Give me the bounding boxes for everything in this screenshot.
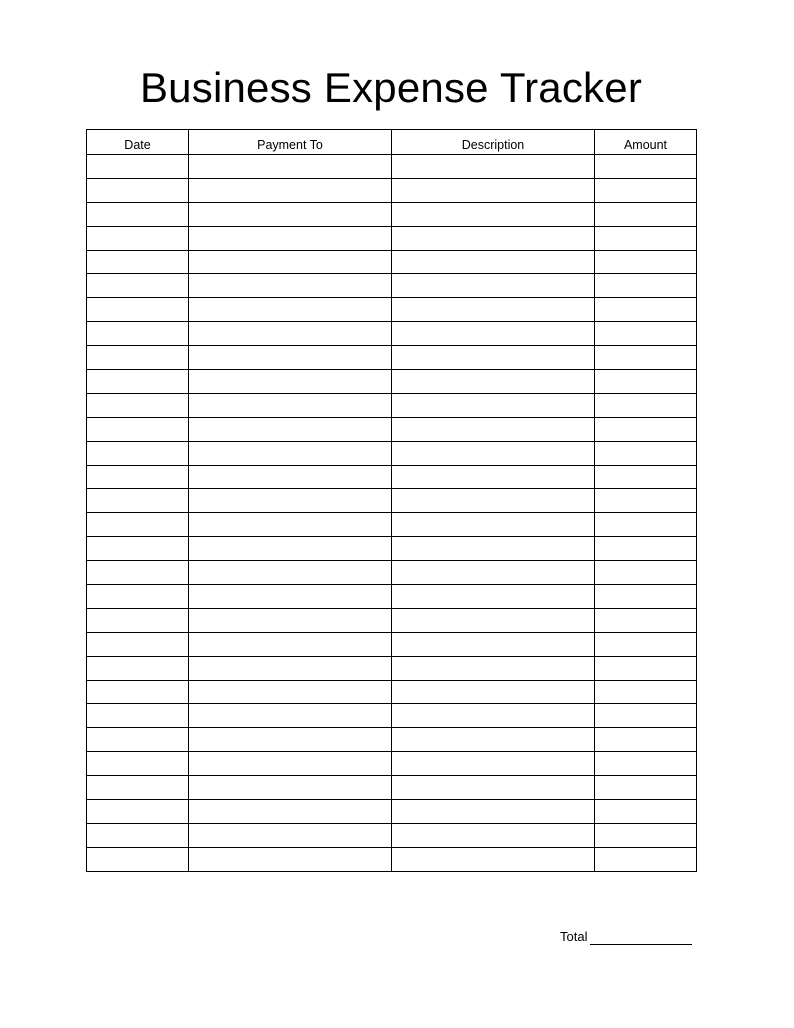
description-cell[interactable] [392,537,595,561]
amount-cell[interactable] [595,656,697,680]
table-row [87,393,697,417]
description-cell[interactable] [392,322,595,346]
table-row [87,441,697,465]
payment-to-cell[interactable] [189,441,392,465]
table-row [87,537,697,561]
date-cell[interactable] [87,776,189,800]
amount-cell[interactable] [595,823,697,847]
payment-to-cell[interactable] [189,393,392,417]
table-row [87,178,697,202]
table-row [87,585,697,609]
payment-to-cell[interactable] [189,776,392,800]
table-row [87,728,697,752]
description-cell[interactable] [392,298,595,322]
table-row [87,155,697,179]
column-header-date: Date [87,130,189,155]
payment-to-cell[interactable] [189,178,392,202]
amount-cell[interactable] [595,417,697,441]
amount-cell[interactable] [595,298,697,322]
description-cell[interactable] [392,752,595,776]
payment-to-cell[interactable] [189,202,392,226]
table-row [87,298,697,322]
table-row [87,346,697,370]
amount-cell[interactable] [595,465,697,489]
date-cell[interactable] [87,608,189,632]
table-header-row [87,130,697,155]
table-row [87,823,697,847]
page-title: Business Expense Tracker [139,64,643,111]
table-row [87,704,697,728]
date-cell[interactable] [87,823,189,847]
column-header-description: Description [392,130,595,155]
description-cell[interactable] [392,561,595,585]
date-cell[interactable] [87,800,189,824]
amount-cell[interactable] [595,441,697,465]
amount-cell[interactable] [595,226,697,250]
payment-to-cell[interactable] [189,608,392,632]
amount-cell[interactable] [595,752,697,776]
date-cell[interactable] [87,752,189,776]
table-row [87,632,697,656]
description-cell[interactable] [392,155,595,179]
date-cell[interactable] [87,250,189,274]
date-cell[interactable] [87,155,189,179]
date-cell[interactable] [87,680,189,704]
amount-cell[interactable] [595,561,697,585]
amount-cell[interactable] [595,537,697,561]
description-cell[interactable] [392,202,595,226]
payment-to-cell[interactable] [189,823,392,847]
table-row [87,250,697,274]
amount-cell[interactable] [595,274,697,298]
date-cell[interactable] [87,346,189,370]
description-cell[interactable] [392,274,595,298]
payment-to-cell[interactable] [189,680,392,704]
date-cell[interactable] [87,393,189,417]
table-row [87,561,697,585]
expense-table-body [87,155,697,872]
table-row [87,847,697,871]
total-field[interactable] [590,928,692,945]
amount-cell[interactable] [595,680,697,704]
payment-to-cell[interactable] [189,465,392,489]
amount-cell[interactable] [595,704,697,728]
table-row [87,800,697,824]
table-row [87,776,697,800]
amount-cell[interactable] [595,202,697,226]
payment-to-cell[interactable] [189,155,392,179]
description-cell[interactable] [392,178,595,202]
table-row [87,274,697,298]
table-row [87,465,697,489]
date-cell[interactable] [87,178,189,202]
payment-to-cell[interactable] [189,298,392,322]
description-cell[interactable] [392,250,595,274]
payment-to-cell[interactable] [189,417,392,441]
amount-cell[interactable] [595,322,697,346]
table-row [87,656,697,680]
table-row [87,513,697,537]
description-cell[interactable] [392,346,595,370]
payment-to-cell[interactable] [189,704,392,728]
date-cell[interactable] [87,465,189,489]
description-cell[interactable] [392,513,595,537]
amount-cell[interactable] [595,489,697,513]
description-cell[interactable] [392,226,595,250]
date-cell[interactable] [87,417,189,441]
description-cell[interactable] [392,656,595,680]
description-cell[interactable] [392,370,595,394]
payment-to-cell[interactable] [189,752,392,776]
payment-to-cell[interactable] [189,656,392,680]
description-cell[interactable] [392,393,595,417]
date-cell[interactable] [87,322,189,346]
date-cell[interactable] [87,226,189,250]
description-cell[interactable] [392,680,595,704]
expense-table [86,129,697,872]
payment-to-cell[interactable] [189,537,392,561]
table-row [87,608,697,632]
amount-cell[interactable] [595,346,697,370]
payment-to-cell[interactable] [189,632,392,656]
column-header-amount: Amount [595,130,697,155]
payment-to-cell[interactable] [189,346,392,370]
amount-cell[interactable] [595,608,697,632]
amount-cell[interactable] [595,250,697,274]
description-cell[interactable] [392,800,595,824]
date-cell[interactable] [87,202,189,226]
description-cell[interactable] [392,489,595,513]
payment-to-cell[interactable] [189,800,392,824]
date-cell[interactable] [87,561,189,585]
description-cell[interactable] [392,632,595,656]
amount-cell[interactable] [595,393,697,417]
payment-to-cell[interactable] [189,226,392,250]
date-cell[interactable] [87,704,189,728]
description-cell[interactable] [392,441,595,465]
table-row [87,322,697,346]
payment-to-cell[interactable] [189,250,392,274]
amount-cell[interactable] [595,632,697,656]
description-cell[interactable] [392,847,595,871]
amount-cell[interactable] [595,776,697,800]
description-cell[interactable] [392,585,595,609]
total-label: Total [560,929,588,944]
payment-to-cell[interactable] [189,322,392,346]
description-cell[interactable] [392,823,595,847]
table-row [87,752,697,776]
date-cell[interactable] [87,632,189,656]
table-row [87,489,697,513]
date-cell[interactable] [87,441,189,465]
amount-cell[interactable] [595,155,697,179]
date-cell[interactable] [87,489,189,513]
amount-cell[interactable] [595,585,697,609]
amount-cell[interactable] [595,513,697,537]
date-cell[interactable] [87,585,189,609]
description-cell[interactable] [392,417,595,441]
date-cell[interactable] [87,847,189,871]
payment-to-cell[interactable] [189,728,392,752]
table-row [87,417,697,441]
payment-to-cell[interactable] [189,561,392,585]
payment-to-cell[interactable] [189,847,392,871]
date-cell[interactable] [87,274,189,298]
date-cell[interactable] [87,728,189,752]
amount-cell[interactable] [595,800,697,824]
column-header-payment-to: Payment To [189,130,392,155]
payment-to-cell[interactable] [189,585,392,609]
table-row [87,370,697,394]
date-cell[interactable] [87,656,189,680]
payment-to-cell[interactable] [189,513,392,537]
description-cell[interactable] [392,728,595,752]
description-cell[interactable] [392,704,595,728]
description-cell[interactable] [392,776,595,800]
date-cell[interactable] [87,537,189,561]
date-cell[interactable] [87,370,189,394]
payment-to-cell[interactable] [189,274,392,298]
total-section [560,925,692,945]
payment-to-cell[interactable] [189,370,392,394]
date-cell[interactable] [87,513,189,537]
amount-cell[interactable] [595,847,697,871]
amount-cell[interactable] [595,370,697,394]
payment-to-cell[interactable] [189,489,392,513]
table-row [87,202,697,226]
date-cell[interactable] [87,298,189,322]
amount-cell[interactable] [595,178,697,202]
description-cell[interactable] [392,465,595,489]
description-cell[interactable] [392,608,595,632]
amount-cell[interactable] [595,728,697,752]
table-row [87,226,697,250]
table-row [87,680,697,704]
